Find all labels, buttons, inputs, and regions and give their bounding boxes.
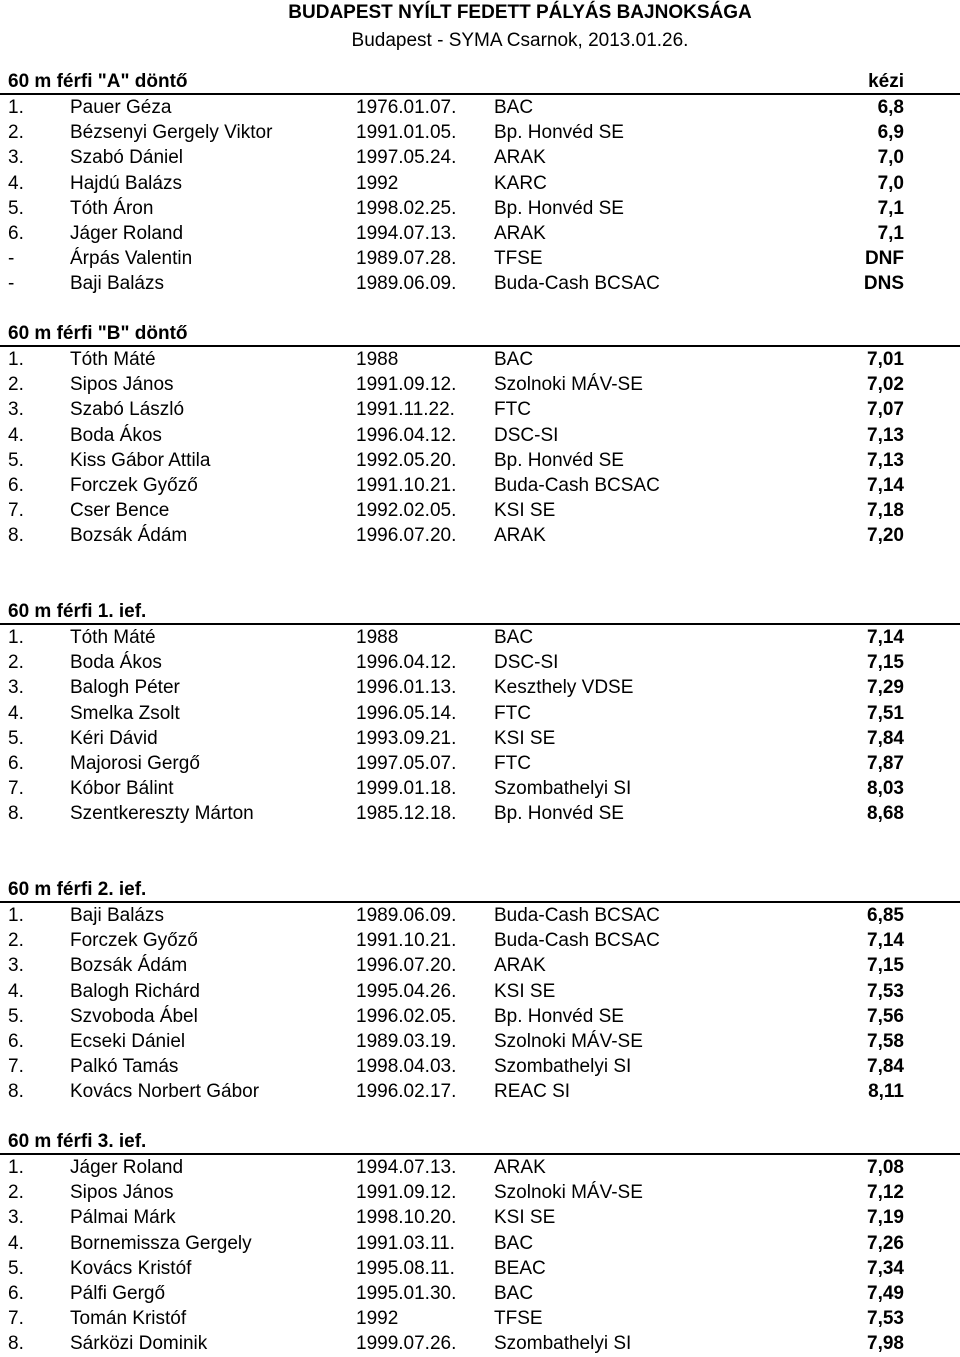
result-row (0, 95, 960, 120)
athlete-name-cell: Szabó László (70, 399, 185, 421)
section-title: 60 m férfi 2. ief. (8, 879, 147, 900)
athlete-name-cell: Jáger Roland (70, 222, 184, 244)
birth-date-cell: 1998.10.20. (356, 1207, 457, 1229)
club-cell: Bp. Honvéd SE (494, 122, 624, 144)
club-cell: Buda-Cash BCSAC (494, 273, 660, 295)
athlete-name-cell: Kovács Norbert Gábor (70, 1081, 260, 1103)
result-row (0, 776, 960, 801)
rank-cell: 4. (8, 702, 24, 724)
result-cell: 7,14 (867, 930, 904, 952)
section-header (0, 70, 960, 95)
athlete-name-cell: Pálmai Márk (70, 1207, 176, 1229)
result-cell: 7,53 (867, 1308, 904, 1330)
club-cell: ARAK (494, 1157, 546, 1178)
result-cell: 7,49 (867, 1282, 904, 1304)
result-cell: 7,58 (867, 1030, 904, 1052)
result-row (0, 625, 960, 650)
club-cell: FTC (494, 399, 531, 421)
rank-cell: 7. (8, 1308, 24, 1330)
result-cell: 7,0 (877, 172, 904, 194)
result-cell: 7,15 (867, 652, 904, 674)
result-cell: 7,01 (867, 349, 904, 370)
club-cell: Buda-Cash BCSAC (494, 474, 660, 496)
athlete-name-cell: Kóbor Bálint (70, 778, 174, 800)
club-cell: Bp. Honvéd SE (494, 803, 624, 825)
rank-cell: 8. (8, 1081, 24, 1103)
results-section (0, 878, 960, 1105)
section-header (0, 600, 960, 625)
result-cell: 7,87 (867, 752, 904, 774)
athlete-name-cell: Bozsák Ádám (70, 525, 188, 547)
result-row (0, 1281, 960, 1306)
athlete-name-cell: Boda Ákos (70, 652, 162, 674)
club-cell: FTC (494, 752, 531, 774)
rank-cell: 2. (8, 374, 24, 396)
rank-cell: - (8, 273, 15, 295)
rank-cell: 5. (8, 197, 24, 219)
athlete-name-cell: Majorosi Gergő (70, 752, 200, 774)
birth-date-cell: 1991.03.11. (356, 1232, 455, 1254)
club-cell: DSC-SI (494, 652, 559, 674)
athlete-name-cell: Tóth Máté (70, 349, 156, 370)
result-cell: DNS (863, 273, 904, 295)
result-row (0, 196, 960, 221)
result-row (0, 953, 960, 978)
birth-date-cell: 1994.07.13. (356, 1157, 457, 1178)
club-cell: KSI SE (494, 1207, 556, 1229)
result-cell: 6,9 (877, 122, 904, 144)
athlete-name-cell: Tóth Áron (70, 197, 154, 219)
athlete-name-cell: Jáger Roland (70, 1157, 184, 1178)
result-cell: 7,20 (867, 525, 904, 547)
result-row (0, 1306, 960, 1331)
result-cell: 7,15 (867, 955, 904, 977)
result-cell: 7,12 (867, 1182, 904, 1204)
rank-cell: 3. (8, 677, 24, 699)
result-row (0, 675, 960, 700)
result-row (0, 246, 960, 271)
result-row (0, 423, 960, 448)
result-row (0, 1331, 960, 1356)
athlete-name-cell: Sárközi Dominik (70, 1333, 208, 1355)
club-cell: Keszthely VDSE (494, 677, 634, 699)
club-cell: Szombathelyi SI (494, 1056, 632, 1078)
result-cell: 7,02 (867, 374, 904, 396)
club-cell: Bp. Honvéd SE (494, 197, 624, 219)
result-row (0, 171, 960, 196)
result-row (0, 523, 960, 548)
rank-cell: 5. (8, 1257, 24, 1279)
club-cell: DSC-SI (494, 424, 559, 446)
result-cell: 7,07 (867, 399, 904, 421)
result-cell: 8,03 (867, 778, 904, 800)
rank-cell: 3. (8, 399, 24, 421)
results-section (0, 70, 960, 297)
club-cell: BAC (494, 1282, 534, 1304)
result-cell: DNF (864, 248, 904, 270)
result-cell: 7,84 (867, 1056, 904, 1078)
birth-date-cell: 1995.01.30. (356, 1282, 457, 1304)
result-cell: 7,1 (877, 222, 904, 244)
rank-cell: 6. (8, 1282, 24, 1304)
section-title: 60 m férfi 1. ief. (8, 601, 147, 622)
rank-cell: 5. (8, 727, 24, 749)
birth-date-cell: 1991.09.12. (356, 1182, 457, 1204)
rank-cell: 8. (8, 803, 24, 825)
result-row (0, 1155, 960, 1180)
result-row (0, 473, 960, 498)
athlete-name-cell: Balogh Richárd (70, 980, 200, 1002)
rank-cell: 1. (8, 349, 24, 370)
birth-date-cell: 1993.09.21. (356, 727, 457, 749)
birth-date-cell: 1976.01.07. (356, 97, 457, 118)
athlete-name-cell: Bornemissza Gergely (70, 1232, 252, 1254)
result-cell: 7,29 (867, 677, 904, 699)
club-cell: Szombathelyi SI (494, 1333, 632, 1355)
rank-cell: 4. (8, 980, 24, 1002)
birth-date-cell: 1999.07.26. (356, 1333, 457, 1355)
birth-date-cell: 1991.01.05. (356, 122, 457, 144)
athlete-name-cell: Bézsenyi Gergely Viktor (70, 122, 273, 144)
rank-cell: 6. (8, 474, 24, 496)
result-row (0, 1205, 960, 1230)
result-row (0, 1256, 960, 1281)
athlete-name-cell: Baji Balázs (70, 905, 164, 926)
club-cell: BEAC (494, 1257, 546, 1279)
rank-cell: 5. (8, 449, 24, 471)
birth-date-cell: 1989.03.19. (356, 1030, 457, 1052)
result-row (0, 397, 960, 422)
result-row (0, 701, 960, 726)
club-cell: ARAK (494, 525, 546, 547)
club-cell: KSI SE (494, 500, 556, 522)
result-row (0, 650, 960, 675)
result-cell: 7,08 (867, 1157, 904, 1178)
club-cell: TFSE (494, 248, 543, 270)
birth-date-cell: 1988 (356, 627, 399, 648)
athlete-name-cell: Palkó Tamás (70, 1056, 179, 1078)
athlete-name-cell: Forczek Győző (70, 474, 198, 496)
club-cell: Szombathelyi SI (494, 778, 632, 800)
document-title: BUDAPEST NYÍLT FEDETT PÁLYÁS BAJNOKSÁGA (288, 2, 752, 23)
result-row (0, 1180, 960, 1205)
result-row (0, 347, 960, 372)
section-title: 60 m férfi "A" döntő (8, 71, 188, 92)
club-cell: Buda-Cash BCSAC (494, 930, 660, 952)
birth-date-cell: 1991.11.22. (356, 399, 455, 421)
result-row (0, 120, 960, 145)
athlete-name-cell: Tóth Máté (70, 627, 156, 648)
result-cell: 7,14 (867, 474, 904, 496)
section-title: 60 m férfi "B" döntő (8, 323, 188, 344)
birth-date-cell: 1994.07.13. (356, 222, 457, 244)
result-cell: 8,11 (868, 1081, 904, 1103)
club-cell: ARAK (494, 147, 546, 169)
result-row (0, 372, 960, 397)
result-row (0, 145, 960, 170)
document-subtitle: Budapest - SYMA Csarnok, 2013.01.26. (351, 30, 689, 51)
result-cell: 7,13 (867, 449, 904, 471)
rank-cell: 4. (8, 424, 24, 446)
result-cell: 7,18 (867, 500, 904, 522)
birth-date-cell: 1992.05.20. (356, 449, 457, 471)
club-cell: Bp. Honvéd SE (494, 449, 624, 471)
birth-date-cell: 1996.01.13. (356, 677, 457, 699)
club-cell: Buda-Cash BCSAC (494, 905, 660, 926)
result-row (0, 271, 960, 296)
result-row (0, 1029, 960, 1054)
result-row (0, 726, 960, 751)
rank-cell: 1. (8, 905, 24, 926)
rank-cell: - (8, 248, 15, 270)
result-row (0, 979, 960, 1004)
birth-date-cell: 1989.07.28. (356, 248, 457, 270)
birth-date-cell: 1992.02.05. (356, 500, 457, 522)
birth-date-cell: 1991.10.21. (356, 474, 457, 496)
rank-cell: 8. (8, 525, 24, 547)
club-cell: Szolnoki MÁV-SE (494, 1030, 643, 1052)
result-row (0, 928, 960, 953)
club-cell: FTC (494, 702, 531, 724)
birth-date-cell: 1991.09.12. (356, 374, 457, 396)
club-cell: KARC (494, 172, 547, 194)
rank-cell: 6. (8, 222, 24, 244)
section-header (0, 322, 960, 347)
birth-date-cell: 1997.05.07. (356, 752, 457, 774)
rank-cell: 2. (8, 930, 24, 952)
athlete-name-cell: Sipos János (70, 1182, 174, 1204)
result-cell: 7,53 (867, 980, 904, 1002)
birth-date-cell: 1998.02.25. (356, 197, 457, 219)
rank-cell: 3. (8, 955, 24, 977)
results-section (0, 600, 960, 827)
club-cell: Bp. Honvéd SE (494, 1005, 624, 1027)
rank-cell: 2. (8, 1182, 24, 1204)
birth-date-cell: 1995.04.26. (356, 980, 457, 1002)
result-cell: 7,98 (867, 1333, 904, 1355)
result-row (0, 221, 960, 246)
athlete-name-cell: Pálfi Gergő (70, 1282, 166, 1304)
athlete-name-cell: Baji Balázs (70, 273, 164, 295)
athlete-name-cell: Smelka Zsolt (70, 702, 180, 724)
birth-date-cell: 1996.07.20. (356, 955, 457, 977)
rank-cell: 1. (8, 1157, 24, 1178)
athlete-name-cell: Forczek Győző (70, 930, 198, 952)
athlete-name-cell: Sipos János (70, 374, 174, 396)
athlete-name-cell: Árpás Valentin (70, 248, 193, 270)
rank-cell: 3. (8, 1207, 24, 1229)
rank-cell: 1. (8, 97, 24, 118)
athlete-name-cell: Balogh Péter (70, 677, 180, 699)
rank-cell: 7. (8, 778, 24, 800)
birth-date-cell: 1992 (356, 1308, 399, 1330)
result-row (0, 1054, 960, 1079)
section-title: 60 m férfi 3. ief. (8, 1131, 147, 1152)
timing-unit-label: kézi (868, 71, 904, 92)
birth-date-cell: 1988 (356, 349, 399, 370)
athlete-name-cell: Boda Ákos (70, 424, 162, 446)
section-header (0, 878, 960, 903)
rank-cell: 2. (8, 652, 24, 674)
birth-date-cell: 1996.04.12. (356, 652, 457, 674)
rank-cell: 6. (8, 1030, 24, 1052)
result-row (0, 801, 960, 826)
birth-date-cell: 1996.02.17. (356, 1081, 457, 1103)
birth-date-cell: 1996.05.14. (356, 702, 457, 724)
result-row (0, 1079, 960, 1104)
birth-date-cell: 1996.04.12. (356, 424, 457, 446)
club-cell: KSI SE (494, 727, 556, 749)
birth-date-cell: 1995.08.11. (356, 1257, 455, 1279)
birth-date-cell: 1997.05.24. (356, 147, 457, 169)
result-cell: 7,1 (877, 197, 904, 219)
results-section (0, 322, 960, 549)
birth-date-cell: 1996.07.20. (356, 525, 457, 547)
club-cell: BAC (494, 627, 534, 648)
birth-date-cell: 1992 (356, 172, 399, 194)
athlete-name-cell: Bozsák Ádám (70, 955, 188, 977)
rank-cell: 1. (8, 627, 24, 648)
club-cell: TFSE (494, 1308, 543, 1330)
result-row (0, 498, 960, 523)
result-cell: 6,85 (867, 905, 904, 926)
result-cell: 7,84 (867, 727, 904, 749)
rank-cell: 7. (8, 1056, 24, 1078)
result-cell: 7,13 (867, 424, 904, 446)
rank-cell: 8. (8, 1333, 24, 1355)
result-cell: 7,26 (867, 1232, 904, 1254)
rank-cell: 3. (8, 147, 24, 169)
athlete-name-cell: Cser Bence (70, 500, 170, 522)
rank-cell: 4. (8, 172, 24, 194)
result-row (0, 1231, 960, 1256)
result-cell: 7,19 (867, 1207, 904, 1229)
section-header (0, 1130, 960, 1155)
athlete-name-cell: Kéri Dávid (70, 727, 158, 749)
birth-date-cell: 1991.10.21. (356, 930, 457, 952)
club-cell: Szolnoki MÁV-SE (494, 1182, 643, 1204)
result-row (0, 1004, 960, 1029)
birth-date-cell: 1985.12.18. (356, 803, 457, 825)
result-cell: 7,56 (867, 1005, 904, 1027)
athlete-name-cell: Kovács Kristóf (70, 1257, 192, 1279)
rank-cell: 2. (8, 122, 24, 144)
birth-date-cell: 1996.02.05. (356, 1005, 457, 1027)
club-cell: Szolnoki MÁV-SE (494, 374, 643, 396)
athlete-name-cell: Tomán Kristóf (70, 1308, 187, 1330)
results-section (0, 1130, 960, 1357)
club-cell: BAC (494, 349, 534, 370)
birth-date-cell: 1999.01.18. (356, 778, 457, 800)
rank-cell: 7. (8, 500, 24, 522)
athlete-name-cell: Pauer Géza (70, 97, 172, 118)
result-row (0, 448, 960, 473)
athlete-name-cell: Kiss Gábor Attila (70, 449, 211, 471)
athlete-name-cell: Szentkereszty Márton (70, 803, 254, 825)
club-cell: KSI SE (494, 980, 556, 1002)
club-cell: REAC SI (494, 1081, 571, 1103)
athlete-name-cell: Hajdú Balázs (70, 172, 182, 194)
club-cell: ARAK (494, 955, 546, 977)
club-cell: BAC (494, 97, 534, 118)
result-cell: 7,51 (867, 702, 904, 724)
result-row (0, 751, 960, 776)
club-cell: BAC (494, 1232, 534, 1254)
birth-date-cell: 1989.06.09. (356, 273, 457, 295)
result-row (0, 903, 960, 928)
result-cell: 8,68 (867, 803, 904, 825)
result-cell: 7,0 (877, 147, 904, 169)
birth-date-cell: 1998.04.03. (356, 1056, 457, 1078)
result-cell: 7,34 (867, 1257, 904, 1279)
athlete-name-cell: Ecseki Dániel (70, 1030, 186, 1052)
result-cell: 7,14 (867, 627, 904, 648)
rank-cell: 4. (8, 1232, 24, 1254)
club-cell: ARAK (494, 222, 546, 244)
rank-cell: 5. (8, 1005, 24, 1027)
result-cell: 6,8 (877, 97, 904, 118)
birth-date-cell: 1989.06.09. (356, 905, 457, 926)
athlete-name-cell: Szabó Dániel (70, 147, 184, 169)
athlete-name-cell: Szvoboda Ábel (70, 1005, 198, 1027)
rank-cell: 6. (8, 752, 24, 774)
